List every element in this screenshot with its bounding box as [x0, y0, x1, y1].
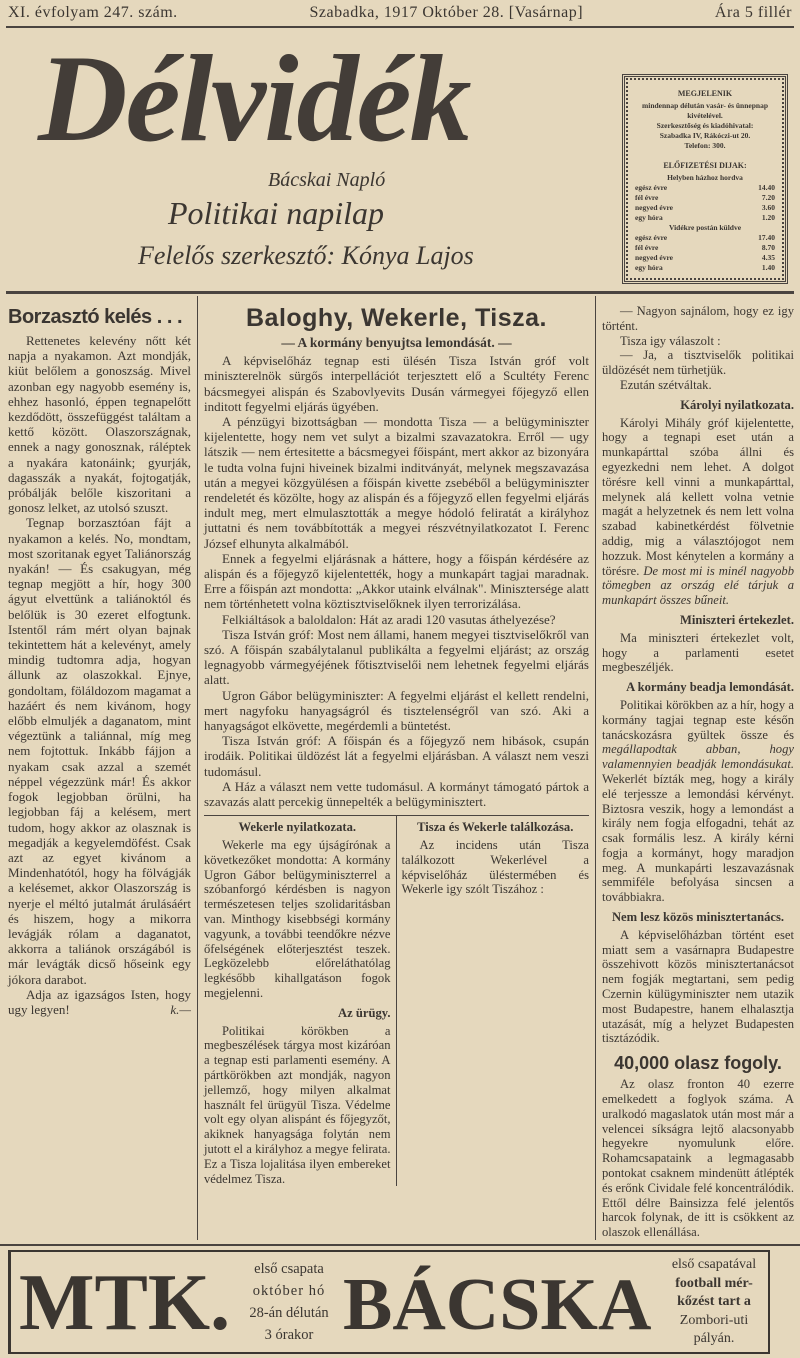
paragraph: Wekerle ma egy újságírónak a következőket mondotta: A kormány Ugron Gábor belügyminiszterrel a szóbanforgó kérdésben is nagyon természetesen teljes szolidaritásban van. Minthogy kisebbségi kormány vagyunk, a további teendőkre nézve őfelségének előterjesztést teszek. Legközelebb előreláthatólag legkésőbb kihallgatáson fogok megjelenni.: [204, 838, 391, 1001]
paragraph: Tisza István gróf: Most nem állami, hanem megyei tisztviselőkről van szó. A főispán szabálytalanul publikálta a fegyelmi eljárást; az ország legnagyobb vármegyéjének főtisztviselői nem lehetnek fegyelmi eljárás alatt.: [204, 626, 589, 688]
sub-heading: Károlyi nyilatkozata.: [680, 397, 794, 412]
paragraph: A Ház a választ nem vette tudomásul. A kormányt támogató pártok a szavazás alatt percekig ünnepelték a belügyminisztert.: [204, 778, 589, 810]
masthead-subtitle: Bácskai Napló: [268, 169, 386, 191]
masthead-logo: Délvidék: [38, 30, 470, 167]
info-line: Szerkesztőség és kiadóhivatal:: [656, 121, 754, 130]
price-row: fél évre 7.20: [635, 193, 775, 202]
post-heading: Vidékre postán küldve: [668, 223, 742, 232]
ad-middle-text: első csapata október hó 28-án délután 3 órakor: [249, 1261, 329, 1344]
paragraph: — Ja, a tisztviselők politikai üldözését nem türhetjük.: [602, 348, 794, 378]
paragraph: Ennek a fegyelmi eljárásnak a háttere, hogy a főispán kérdésére az alispán és a főjegyző kijelentették, hogy a munkapárt tagjai maradnak. Erre a főispán azt mondotta: „Akkor utaink elválnak". Miniszterségе alatt nem történhetett volna köztisztviselőknek ilyen terrorizálása.: [204, 550, 589, 612]
sub-heading: 40,000 olasz fogoly.: [614, 1053, 782, 1074]
left-article-title: Borzasztó kelés . . .: [8, 306, 183, 328]
main-article: [204, 304, 589, 809]
paragraph: Az incidens után Tisza találkozott Wekerlével a képviselőház üléstermében és Wekerle igy szólt Tiszához :: [401, 838, 589, 897]
right-column: [596, 296, 794, 1240]
main-article-title: Baloghy, Wekerle, Tisza.: [245, 304, 547, 332]
sub-heading: Nem lesz közös minisztertanács.: [611, 910, 785, 925]
page-header: [0, 0, 800, 296]
price-row: negyed évre 3.60: [635, 203, 775, 212]
header-line: [8, 4, 792, 26]
paragraph: Rettenetes kelevény nőtt két napja a nyakamon. Azt mondják, kiüt belőlem a gonoszság. Mivel azonban egy nagyobb esemény is, ehhez hasonló, éppen tegnapelőtt kezdődött, összefüggést találtam a kettő között. Olaszországnak, ennek a nagy gonosznak, ráléptek a nyakára katonáink; gyurják, dagasszák a nyakát, fojtogatják, próbálják belőle kiszoritani a gonosz lelket, az utolsó szuszt.: [8, 333, 191, 516]
closing-line: Adja az igazságos Isten, hogy ugy legyen!: [8, 986, 191, 1017]
sub-heading: Wekerle nyilatkozata.: [238, 820, 357, 835]
paragraph: Ma miniszteri értekezlet volt, hogy a parlamenti esetet megbeszéljék.: [602, 630, 794, 675]
main-article-subtitle: — A kormány benyujtsa lemondását. —: [281, 335, 512, 350]
main-subcolumns: [204, 815, 589, 1186]
ad-right-text: első csapatával football mér- kőzést tart a Zombori-uti pályán.: [671, 1257, 757, 1347]
paragraph: [8, 987, 191, 1017]
paragraph: Ezután szétváltak.: [620, 377, 712, 392]
subscription-box: [622, 74, 788, 284]
ad-team-bacska: BÁCSKA: [343, 1264, 652, 1347]
sub-heading: Az ürügy.: [338, 1005, 391, 1020]
masthead-editor: Felelős szerkesztő: Kónya Lajos: [138, 241, 474, 270]
paragraph: Az olasz fronton 40 ezerre emelkedett a foglyok száma. A uralkodó magaslatok után most már a velencei síkságra lejtő alacsonyabb hegyekre nyomulunk előre. Rohamcsapataink a legmagasabb pontokat csaknem mindenütt átlépték és erőnk Cividale felé koncentrálódik. Ettől délre Bainsizza felé jelentős harcok folynak, de itt is csökkent az olaszok ellenállása.: [602, 1077, 794, 1240]
price-row: egész évre 14.40: [635, 183, 775, 192]
footer-ad-area: [0, 1244, 800, 1358]
paragraph: Politikai körökben az a hír, hogy a kormány tagjai tegnap este későn tanácskozásra gyültek össze és megállapodtak abban, hogy valamennyien beadják lemondásukat. Wekerlét bízták meg, hogy a király elé terjessze a lemondási kérvényt. Biztosra veszik, hogy a lemondást a király nem fogja elfogadni, tehát az csak formális lesz. A király kérni fogja a kormányt, hogy maradjon meg. A munkapárti leszavazásnak semmiféle befolyása sincsen a továbbiakra.: [602, 697, 794, 905]
issue-number: XI. évfolyam 247. szám.: [8, 4, 178, 21]
paragraph: A képviselőház tegnap esti ülésén Tisza István gróf volt miniszterelnök sürgős interpellációt terjesztett elő a Scultéty Ferenc bácsmegyei alispán és Szabovlyevits Dusán vármegyei főjegyző ellen inditott fegyelmi eljárás ügyében.: [204, 353, 589, 414]
price-row: negyed évre 4.35: [635, 253, 775, 262]
paragraph: Károlyi Mihály gróf kijelentette, hogy a tegnapi eset után a munkapárttal szóba állni és egyezkedni nem lehet. A dolgot törésre kell vinni a munkapárttal, melynek alá kellett volna vetnie magát a helyzetnek és nem lett volna szabad kabinetkérdést fölvetnie addig, mig a választójogot nem hozzuk. Most kénytelen a kormány a törésre. De most mi is minél nagyobb tömegben az ország elé tárjuk a munkapárt összes bűneit.: [602, 415, 795, 608]
left-article: [6, 296, 198, 1240]
paragraph: A képviselőházban történt eset miatt sem a vasárnapra Budapestre összehivott közös minisztertanácsot nem fogják megtartani, sem pedig Czernin külügyminiszter nem utazik most Budapestre, hanem elhalasztja utazását, míg a helyzet Budapesten tisztázódik.: [602, 927, 794, 1046]
ad-team-mtk: MTK.: [19, 1259, 231, 1348]
main-sub-left: [204, 816, 397, 1186]
columns: [0, 296, 800, 1240]
prices-heading: ELŐFIZETÉSI DIJAK:: [663, 161, 747, 170]
masthead-rule: [6, 291, 794, 294]
price-row: egész évre 17.40: [635, 233, 775, 242]
paragraph: Ugron Gábor belügyminiszter: A fegyelmi eljárást el kellett rendelni, mert nagyfoku hanyagságról és tisztelenségről van szó. Aki a hanyagságot elkövette, megérdemli a büntetést.: [204, 687, 589, 734]
local-heading: Helyben házhoz hordva: [667, 173, 743, 182]
signature: k.—: [170, 1001, 191, 1017]
paragraph: — Nagyon sajnálom, hogy ez igy történt.: [602, 304, 794, 333]
masthead: [18, 28, 608, 290]
info-line: Szabadka IV, Rákóczi-ut 20.: [659, 131, 751, 140]
issue-price: Ára 5 fillér: [714, 4, 792, 21]
sub-heading: Tisza és Wekerle találkozása.: [417, 820, 574, 835]
sub-heading: A kormány beadja lemondását.: [626, 680, 794, 695]
masthead-type: Politikai napilap: [168, 195, 384, 231]
paragraph: Tegnap borzasztóan fájt a nyakamon a kelés. No, mondtam, most szoritanak egyet Taliánország nyakán! — És csakugyan, még tegnap megjött a hír, hogy 300 ágyut elvettünk a taliánoktól és belőlük is 30 ezeret elfogtunk. Istentől rám mért olyan bajnak tekintettem hát a kelevényt, amely mindig tudtomra adja, hogyan állunk az olaszokkal. Ejnye, gondoltam, föláldozom magamat a hazáért és nem kivánom, hogy előbb elmuljék a daganatom, mint végeztünk a taliánnal, míg meg nem fojtottuk. Inkább fájjon a nyakam csak azzal a szemét néppel végezzünk már! És akkor fogok legjobban örülni, ha legjobban fáj a kelésem, mert tudom, hogy akkor az olasznak is megadják a kegyelemdöfést. Csak azt az egyet kivánom a Mindenhatótól, hogy ha fölvágják a kelésemet, akkor Olaszország is nyerje el méltó jutalmát árulásáért és hiszem, hogy a mikorra levágják rólam a daganatot, akkorra a taliánok országából is már levágták dicső hőseink egy jókora darabot.: [8, 515, 191, 987]
paragraph: Tisza igy válaszolt :: [620, 333, 721, 348]
sub-heading: Miniszteri értekezlet.: [680, 612, 794, 627]
price-row: egy hóra 1.20: [635, 213, 775, 222]
paragraph: Felkiáltások a baloldalon: Hát az aradi 120 vasutas áthelyezése?: [222, 611, 556, 627]
paragraph: Tisza István gróf: A főispán és a főjegyző nem hibások, csupán irodáik. Politikai üldözést lát a fegyelmi eljárásban. A választ nem veszi tudomásul.: [204, 733, 589, 779]
issue-date: Szabadka, 1917 Október 28. [Vasárnap]: [309, 4, 584, 21]
info-line: Telefon: 300.: [684, 141, 726, 150]
football-advertisement: [8, 1250, 770, 1354]
price-row: egy hóra 1.40: [635, 263, 775, 272]
info-heading: MEGJELENIK: [677, 89, 733, 98]
main-sub-right: [397, 816, 590, 1186]
paragraph: Politikai körökben a megbeszélések tárgya most kizáróan a tegnap esti parlamenti esemény. A pártkörökben azt mondják, nagyon jellemző, hogy milyen alkalmat használt fel ürügyül Tisza. Védelme volt egy olyan alispánt és főjegyzőt, akiknek hanyagsága folytán nem jutott el a királyhoz a megye felirata. Ez a Tisza lojalitása ilyen embereket védelmez Tisza.: [204, 1023, 391, 1186]
paragraph: A pénzügyi bizottságban — mondotta Tisza — a belügyminiszter kijelentette, hogy nem vet sulyt a bizalmi szavazatokra. Erről — ugy látszik — nem értesitette a bácsmegyei főispánt, mert akkor az bizonyára le tudta volna fujni hiveinek bizalmi inditványát, melynek megszavazása után a megyei közgyülésen a főispán kivette zsebéből a belügyminiszter rendeletét és közölte, hogy az alispán és a főjegyző ellen fegyelmi eljárás indult meg, mert elmulasztották a megye hódoló feliratát a királyhoz juttatni és nem továbbították a megyei részvétnyilatkozatot I. Ferenc József elhunyta alkalmából.: [204, 414, 589, 551]
info-line: mindennap délután vasár- és ünnepnap kivételével.: [641, 101, 768, 120]
middle-column: [198, 296, 596, 1240]
price-row: fél évre 8.70: [635, 243, 775, 252]
